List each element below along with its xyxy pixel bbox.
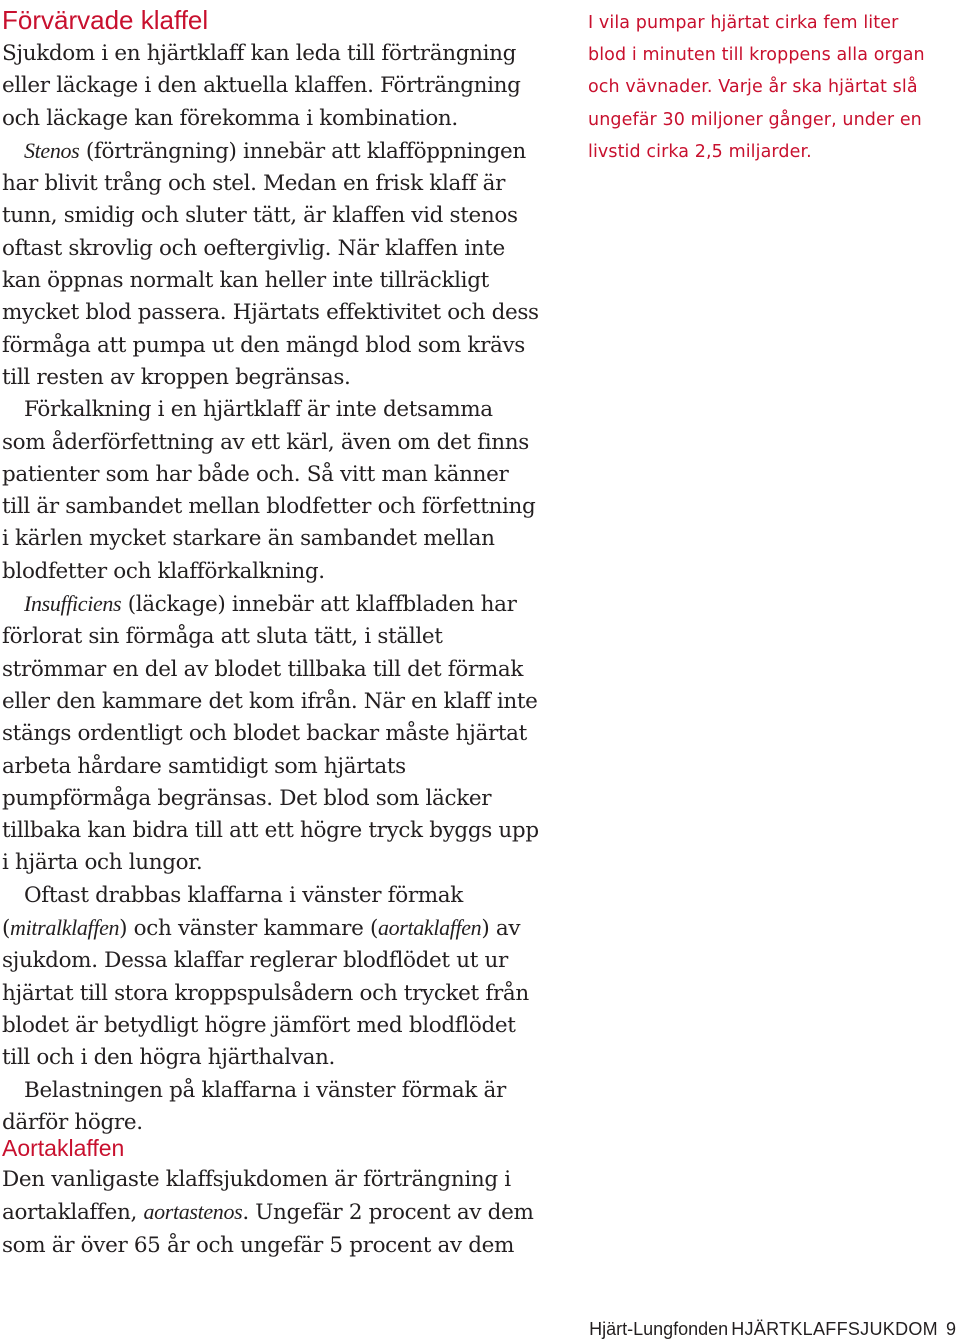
paragraph-part: Oftast drabbas klaffarna i vänster förmak ( xyxy=(2,882,463,942)
section-aortaklaffen xyxy=(2,1132,542,1262)
paragraph-insufficiens-text: (läckage) innebär att klaffbladen har förlorat sin förmåga att sluta tätt, i stället strömmar en del av blodet tillbaka till det förmak eller den kammare det kom ifrån. När en klaff inte stängs ordentligt och blodet backar måste hjärtat arbeta hårdare samtidigt som hjärtats pumpförmåga begränsas. Det blod som läcker tillbaka kan bidra till att ett högre tryck byggs upp i hjärta och lungor. xyxy=(2,592,539,876)
footer-document-title: HJÄRTKLAFFSJUKDOM xyxy=(731,1319,938,1339)
paragraph-stenos xyxy=(2,135,542,394)
paragraph-part: ) av sjukdom. Dessa klaffar reglerar blodflödet ut ur hjärtat till stora kroppspulsådern och trycket från blodet är betydligt högre jämfört med blodflödet till och i den högra hjärthalvan. xyxy=(2,916,529,1071)
sidebar-text: I vila pumpar hjärtat cirka fem liter blod i minuten till kroppens alla organ och vävnader. Varje år ska hjärtat slå ungefär 30 miljoner gånger, under en livstid cirka 2,5 miljarder. xyxy=(588,13,925,162)
term-insufficiens: Insufficiens xyxy=(24,591,122,617)
section-heading: Förvärvade klaffel xyxy=(2,5,209,35)
sidebar-fact-box xyxy=(588,7,928,168)
paragraph-part: . Ungefär 2 procent av dem som är över 65 år och ungefär 5 procent av dem xyxy=(2,1200,534,1258)
paragraph-forkalkning: Förkalkning i en hjärtklaff är inte detsamma som åderförfettning av ett kärl, även om det finns patienter som har både och. Så vitt man känner till är sambandet mellan blodfetter och förfettning i kärlen mycket starkare än sambandet mellan blodfetter och klafförkalkning. xyxy=(2,397,536,584)
section-heading: Aortaklaffen xyxy=(2,1135,125,1161)
paragraph-belastningen: Belastningen på klaffarna i vänster förmak är därför högre. xyxy=(2,1077,506,1135)
paragraph-aortastenos xyxy=(2,1164,542,1262)
paragraph-insufficiens xyxy=(2,588,542,880)
section-forvarvade-klaffel xyxy=(2,2,542,1139)
paragraph-vanster-forMak xyxy=(2,880,542,1075)
term-aortaklaffen: aortaklaffen xyxy=(377,915,482,941)
term-stenos: Stenos xyxy=(24,137,80,163)
paragraph-stenos-text: (förträngning) innebär att klafföppningen har blivit trång och stel. Medan en frisk klaff är tunn, smidig och sluter tätt, är klaffen vid stenos oftast skrovlig och oeftergivlig. När klaffen inte kan öppnas normalt kan heller inte tillräckligt mycket blod passera. Hjärtats effektivitet och dess förmåga att pumpa ut den mängd blod som krävs till resten av kroppen begränsas. xyxy=(2,138,539,390)
paragraph-part: ) och vänster kammare ( xyxy=(119,916,378,942)
paragraph-intro: Sjukdom i en hjärtklaff kan leda till förträngning eller läckage i den aktuella klaffen. Förträngning och läckage kan förekomma i kombination. xyxy=(2,41,521,131)
paragraph-part: Den vanligaste klaffsjukdomen är förträngning i aortaklaffen, xyxy=(2,1167,511,1226)
term-aortastenos: aortastenos xyxy=(143,1199,243,1225)
page-number: 9 xyxy=(945,1319,956,1339)
term-mitralklaffen: mitralklaffen xyxy=(10,915,120,941)
footer-organization: Hjärt-Lungfonden xyxy=(589,1319,729,1339)
page-footer xyxy=(589,1316,956,1342)
